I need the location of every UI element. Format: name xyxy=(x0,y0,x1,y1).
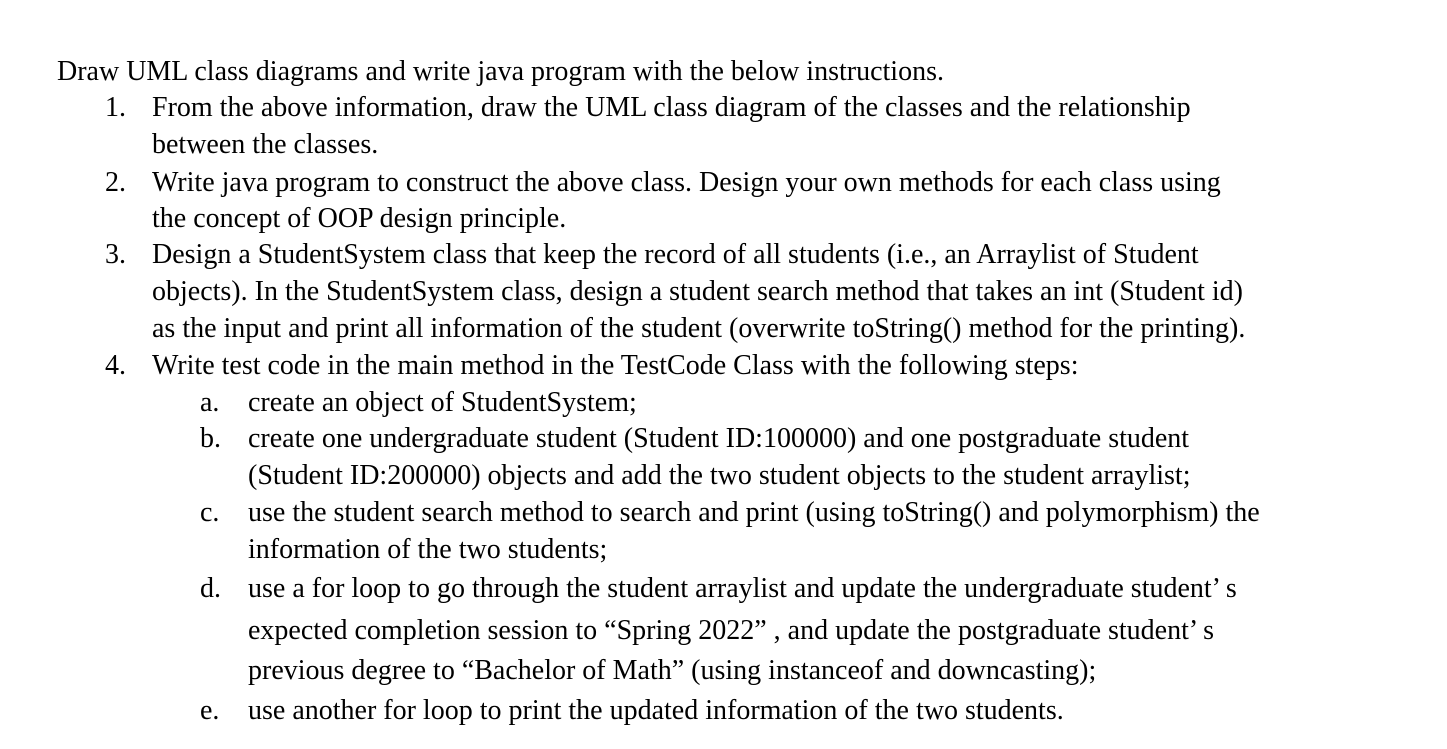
item-3-number: 3. xyxy=(105,239,126,270)
subitem-a-letter: a. xyxy=(200,387,220,418)
item-3-line-3: as the input and print all information of the student (overwrite toString() method for the printing). xyxy=(152,313,1246,344)
subitem-a-line-1: create an object of StudentSystem; xyxy=(248,387,637,418)
item-4-number: 4. xyxy=(105,350,126,381)
subitem-c-letter: c. xyxy=(200,497,220,528)
subitem-b-line-2: (Student ID:200000) objects and add the two student objects to the student arraylist; xyxy=(248,460,1191,491)
intro-paragraph: Draw UML class diagrams and write java program with the below instructions. xyxy=(57,56,944,87)
subitem-b-letter: b. xyxy=(200,423,221,454)
item-4-line-1: Write test code in the main method in the TestCode Class with the following steps: xyxy=(152,350,1079,381)
subitem-c-line-2: information of the two students; xyxy=(248,534,608,565)
subitem-e-line-1: use another for loop to print the updated information of the two students. xyxy=(248,695,1064,726)
subitem-d-letter: d. xyxy=(200,573,221,604)
item-1-line-1: From the above information, draw the UML class diagram of the classes and the relationship xyxy=(152,92,1191,123)
item-2-line-2: the concept of OOP design principle. xyxy=(152,203,567,234)
item-3-line-2: objects). In the StudentSystem class, design a student search method that takes an int (Student id) xyxy=(152,276,1244,307)
item-3-line-1: Design a StudentSystem class that keep the record of all students (i.e., an Arraylist of Student xyxy=(152,239,1199,270)
item-2-line-1: Write java program to construct the above class. Design your own methods for each class using xyxy=(152,167,1221,198)
item-1-number: 1. xyxy=(105,92,126,123)
subitem-b-line-1: create one undergraduate student (Student ID:100000) and one postgraduate student xyxy=(248,423,1190,454)
subitem-d-line-3: previous degree to “Bachelor of Math” (using instanceof and downcasting); xyxy=(248,655,1097,686)
subitem-c-line-1: use the student search method to search and print (using toString() and polymorphism) the xyxy=(248,497,1260,528)
subitem-d-line-2: expected completion session to “Spring 2022” , and update the postgraduate student’ s xyxy=(248,615,1215,646)
subitem-e-letter: e. xyxy=(200,695,220,726)
item-2-number: 2. xyxy=(105,167,126,198)
item-1-line-2: between the classes. xyxy=(152,129,379,160)
subitem-d-line-1: use a for loop to go through the student arraylist and update the undergraduate student’ s xyxy=(248,573,1237,604)
